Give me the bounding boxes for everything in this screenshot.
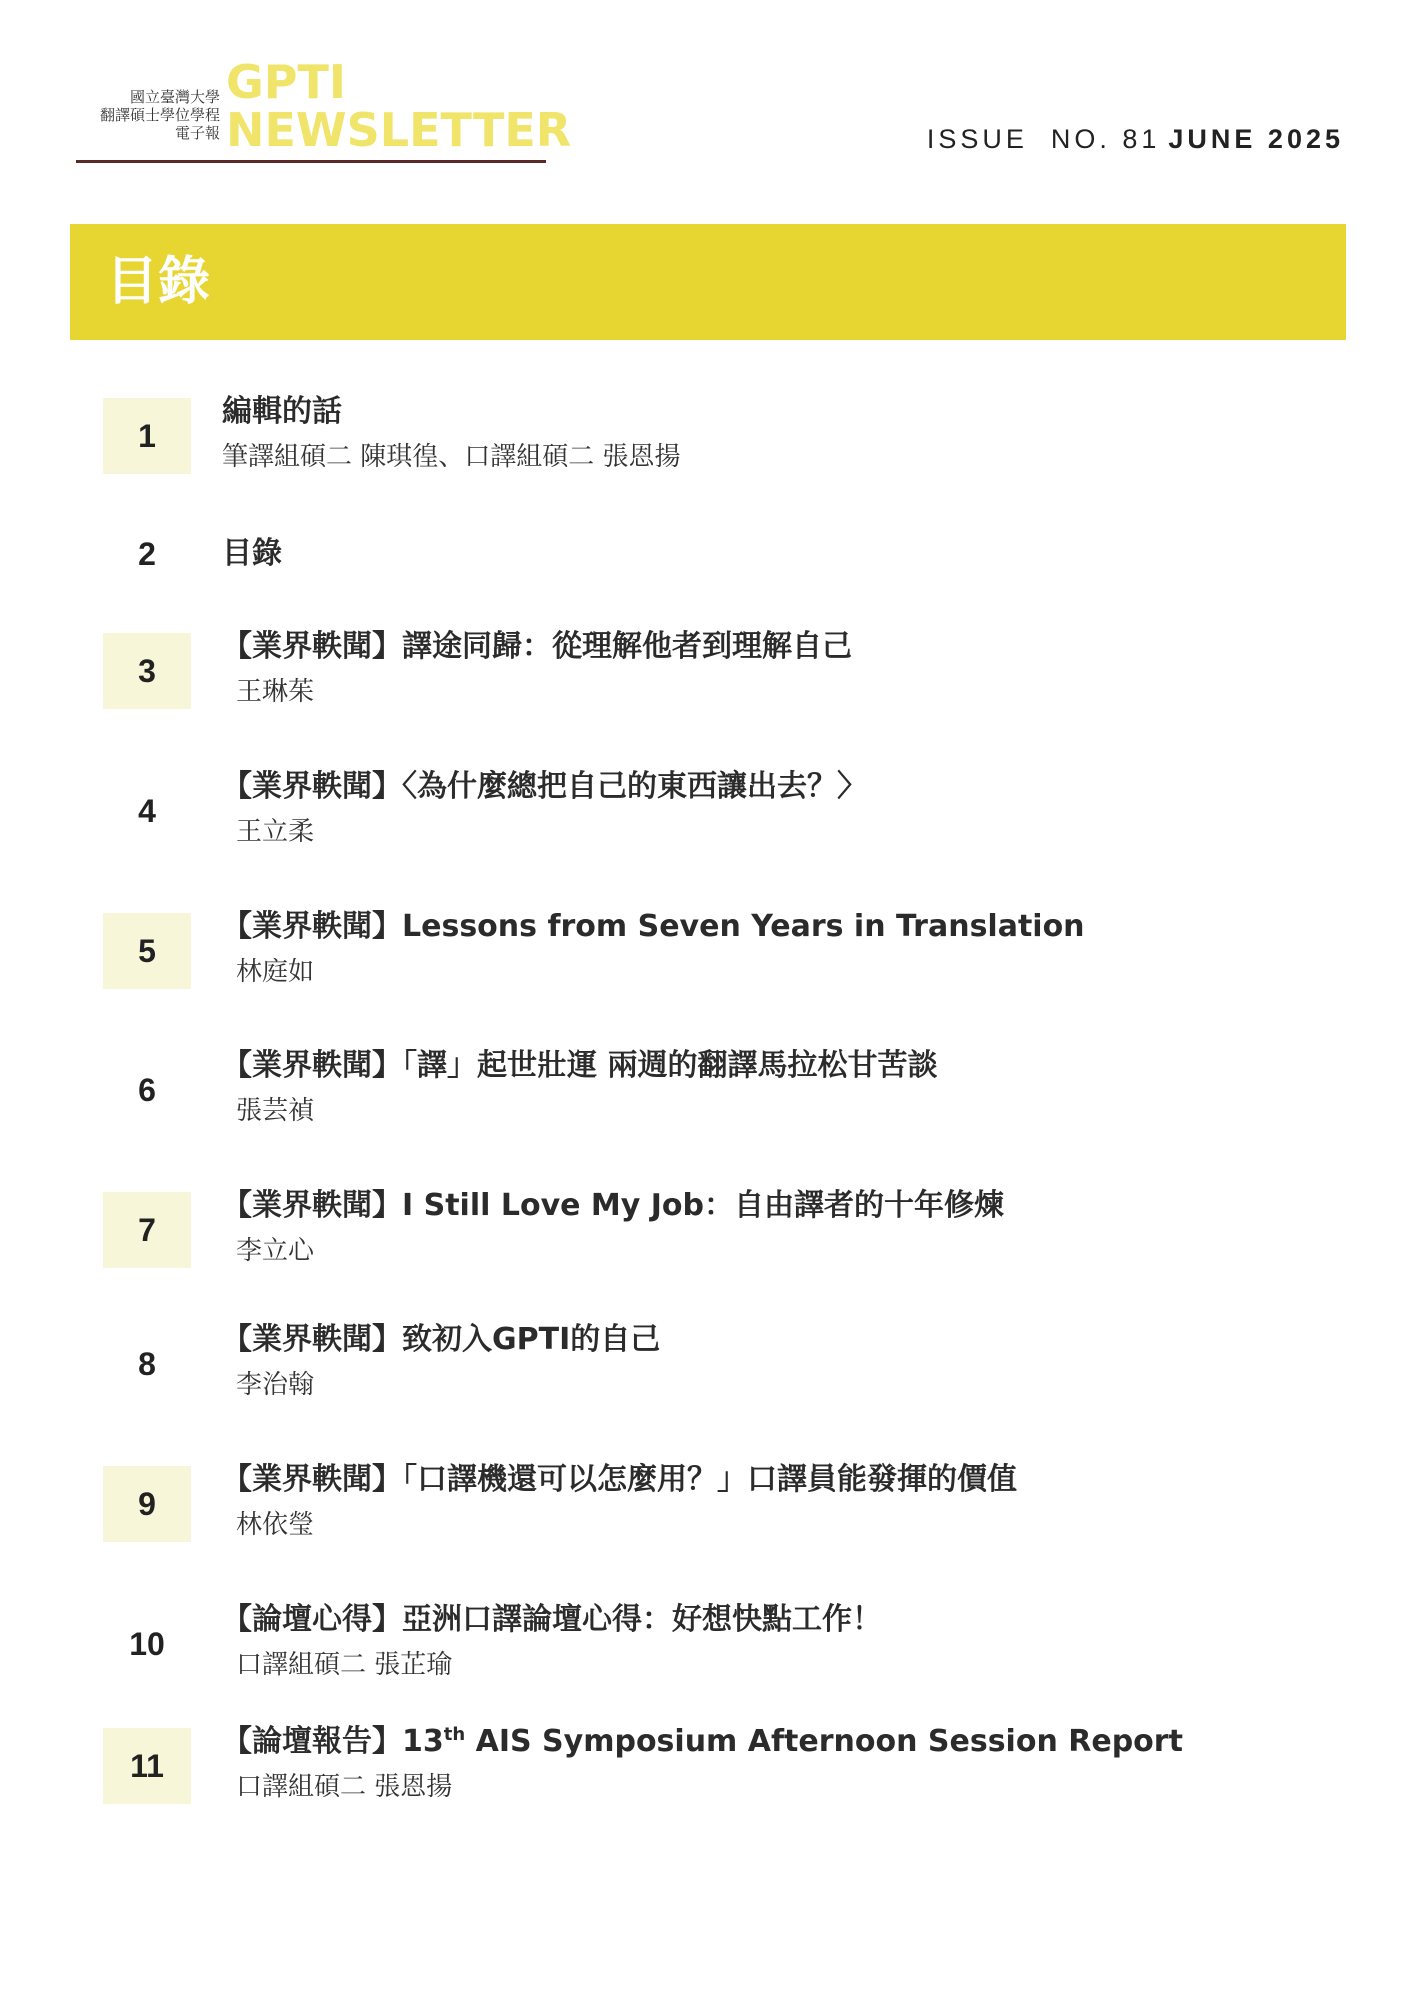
- toc-entry-title[interactable]: 【業界軼聞】「譯」起世壯運 兩週的翻譯馬拉松甘苦談: [222, 1048, 938, 1083]
- toc-entry-number: 5: [103, 913, 191, 989]
- toc-entry-title[interactable]: 【業界軼聞】致初入GPTI的自己: [222, 1322, 661, 1357]
- toc-entry-author: 口譯組碩二 張芷瑜: [236, 1650, 453, 1680]
- toc-entry-author: 林依瑩: [236, 1510, 315, 1540]
- toc-title-suffix: AIS Symposium Afternoon Session Report: [465, 1724, 1183, 1759]
- issue-date: JUNE 2025: [1168, 124, 1344, 154]
- toc-entry-title[interactable]: 目錄: [222, 536, 282, 571]
- logo-cn-line-3: 電子報: [174, 124, 220, 142]
- logo-en-line-2: NEWSLETTER: [226, 103, 572, 157]
- logo-cn-line-1: 國立臺灣大學: [129, 88, 220, 106]
- issue-info: [927, 124, 1344, 155]
- toc-entry-number: 11: [103, 1728, 191, 1804]
- toc-entry-number: 6: [138, 1071, 156, 1108]
- toc-entry-title[interactable]: [222, 1722, 1183, 1762]
- toc-entry-title[interactable]: 【業界軼聞】「口譯機還可以怎麼用？」口譯員能發揮的價值: [222, 1462, 1017, 1497]
- toc-entry-author: 李治翰: [236, 1370, 315, 1400]
- toc-entry-author: 王琳茱: [236, 677, 315, 707]
- toc-entry-author: 王立柔: [236, 817, 315, 847]
- toc-entry-author: 張芸禎: [236, 1096, 315, 1126]
- logo-english: [226, 55, 572, 157]
- logo-underline: [76, 160, 546, 163]
- contents-title: 目錄: [106, 252, 211, 312]
- toc-entry-number: 9: [103, 1466, 191, 1542]
- logo-en-line-1: GPTI: [226, 55, 346, 109]
- contents-banner: [70, 224, 1346, 340]
- toc-entry-title[interactable]: 【論壇心得】亞洲口譯論壇心得：好想快點工作！: [222, 1602, 882, 1637]
- toc-entry-number: 3: [103, 633, 191, 709]
- logo-chinese: [70, 88, 220, 142]
- toc-entry-number: 8: [138, 1345, 156, 1382]
- toc-entry-title[interactable]: 【業界軼聞】譯途同歸：從理解他者到理解自己: [222, 629, 852, 664]
- toc-entry-title[interactable]: 【業界軼聞】〈為什麼總把自己的東西讓出去？〉: [222, 769, 867, 804]
- toc-entry-author: 筆譯組碩二 陳琪徨、口譯組碩二 張恩揚: [222, 442, 681, 472]
- toc-title-prefix: 【論壇報告】13: [222, 1724, 444, 1759]
- toc-entry-author: 口譯組碩二 張恩揚: [236, 1772, 453, 1802]
- toc-entry-title[interactable]: 【業界軼聞】Lessons from Seven Years in Translation: [222, 909, 1085, 944]
- toc-entry-title[interactable]: 編輯的話: [222, 394, 342, 429]
- toc-entry-author: 李立心: [236, 1236, 315, 1266]
- toc-entry-number: 1: [103, 398, 191, 474]
- toc-entry-author: 林庭如: [236, 957, 315, 987]
- toc-entry-number: 10: [129, 1625, 165, 1662]
- issue-number: ISSUE NO. 81: [926, 124, 1161, 154]
- toc-entry-number: 7: [103, 1192, 191, 1268]
- toc-title-superscript: th: [443, 1724, 466, 1745]
- newsletter-header: [0, 0, 1414, 180]
- logo-cn-line-2: 翻譯碩士學位學程: [99, 106, 220, 124]
- toc-entry-title[interactable]: 【業界軼聞】I Still Love My Job：自由譯者的十年修煉: [222, 1188, 1005, 1223]
- toc-entry-number: 2: [138, 535, 156, 572]
- toc-entry-number: 4: [138, 792, 156, 829]
